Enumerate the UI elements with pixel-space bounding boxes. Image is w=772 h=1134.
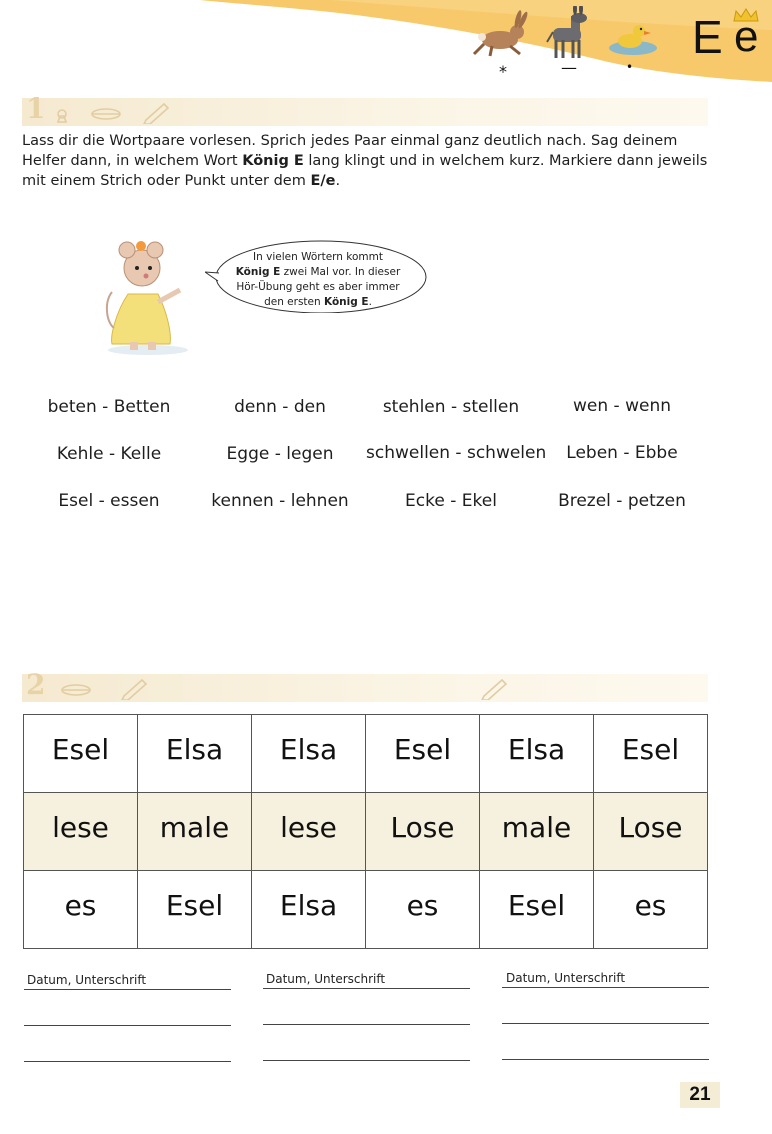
header-letter-lower: e (734, 12, 759, 61)
grid-cell[interactable]: Elsa (252, 871, 366, 949)
signature-line[interactable] (24, 1025, 231, 1026)
grid-row (24, 871, 708, 949)
signature-line[interactable] (502, 987, 709, 988)
signature-line[interactable] (24, 1061, 231, 1062)
grid-cell[interactable]: es (24, 871, 138, 949)
section2-activity-icons (54, 678, 184, 700)
section1-number: 1 (26, 92, 46, 125)
mouse-character-illustration (98, 232, 198, 356)
signature-line[interactable] (263, 1024, 470, 1025)
grid-cell[interactable]: Elsa (480, 715, 594, 793)
rabbit-icon (470, 10, 532, 60)
signature-line[interactable] (263, 988, 470, 989)
word-pair: Esel - essen (58, 491, 160, 511)
long-marker-star: * (499, 62, 507, 81)
signature-label: Datum, Unterschrift (266, 972, 386, 986)
section1-instruction: Lass dir die Wortpaare vorlesen. Sprich jedes Paar einmal ganz deutlich nach. Sag deinem Helfer dann, in welchem Wort König E lang klingt und in welchem kurz. Markiere dann jeweils mit einem Strich oder Punkt unter dem E/e. (22, 133, 708, 189)
grid-cell[interactable]: lese (24, 793, 138, 871)
grid-cell[interactable]: Esel (24, 715, 138, 793)
pencil-icon (474, 678, 514, 700)
pencil-icon (144, 104, 168, 124)
signature-line[interactable] (263, 1060, 470, 1061)
listen-icon (58, 110, 66, 122)
word-pair: Brezel - petzen (558, 491, 686, 511)
donkey-icon (543, 6, 593, 64)
page-number: 21 (680, 1082, 720, 1108)
section1-header-bar (22, 92, 708, 126)
word-pair: denn - den (234, 397, 326, 417)
word-pair: Leben - Ebbe (566, 443, 678, 463)
section2-number: 2 (26, 668, 46, 701)
word-grid (23, 714, 708, 949)
grid-cell[interactable]: Lose (366, 793, 480, 871)
word-pair: Kehle - Kelle (56, 444, 162, 464)
grid-cell[interactable]: male (480, 793, 594, 871)
grid-cell[interactable]: Esel (594, 715, 708, 793)
short-marker-dot: • (626, 60, 634, 74)
word-pair: wen - wenn (573, 396, 671, 416)
word-pair: Egge - legen (226, 444, 334, 464)
grid-cell[interactable]: Esel (138, 871, 252, 949)
section2-header-bar (22, 668, 708, 702)
grid-cell[interactable]: lese (252, 793, 366, 871)
grid-cell[interactable]: Lose (594, 793, 708, 871)
signature-line[interactable] (502, 1023, 709, 1024)
grid-cell[interactable]: es (594, 871, 708, 949)
signature-label: Datum, Unterschrift (27, 973, 147, 987)
word-pair: Ecke - Ekel (405, 491, 497, 511)
mouth-icon (92, 109, 120, 119)
pencil-icon (122, 680, 146, 700)
word-pair: kennen - lehnen (211, 491, 349, 511)
word-pair: schwellen - schwelen (366, 443, 547, 463)
mouth-icon (62, 685, 90, 695)
grid-cell[interactable]: Esel (366, 715, 480, 793)
grid-row (24, 715, 708, 793)
long-marker-dash: — (561, 58, 577, 77)
grid-cell[interactable]: Elsa (138, 715, 252, 793)
grid-cell[interactable]: male (138, 793, 252, 871)
duck-icon (608, 22, 658, 56)
speech-bubble-text: In vielen Wörtern kommt König E zwei Mal vor. In dieser Hör-Übung geht es aber immer den ersten König E. (235, 251, 401, 308)
signature-line[interactable] (24, 989, 231, 990)
section1-activity-icons (54, 102, 184, 124)
header-letter-upper: E (692, 11, 723, 63)
word-pair: beten - Betten (47, 397, 171, 417)
signature-line[interactable] (502, 1059, 709, 1060)
grid-cell[interactable]: es (366, 871, 480, 949)
grid-cell[interactable]: Elsa (252, 715, 366, 793)
grid-row (24, 793, 708, 871)
grid-cell[interactable]: Esel (480, 871, 594, 949)
word-pair: stehlen - stellen (382, 397, 520, 417)
signature-label: Datum, Unterschrift (506, 971, 626, 985)
